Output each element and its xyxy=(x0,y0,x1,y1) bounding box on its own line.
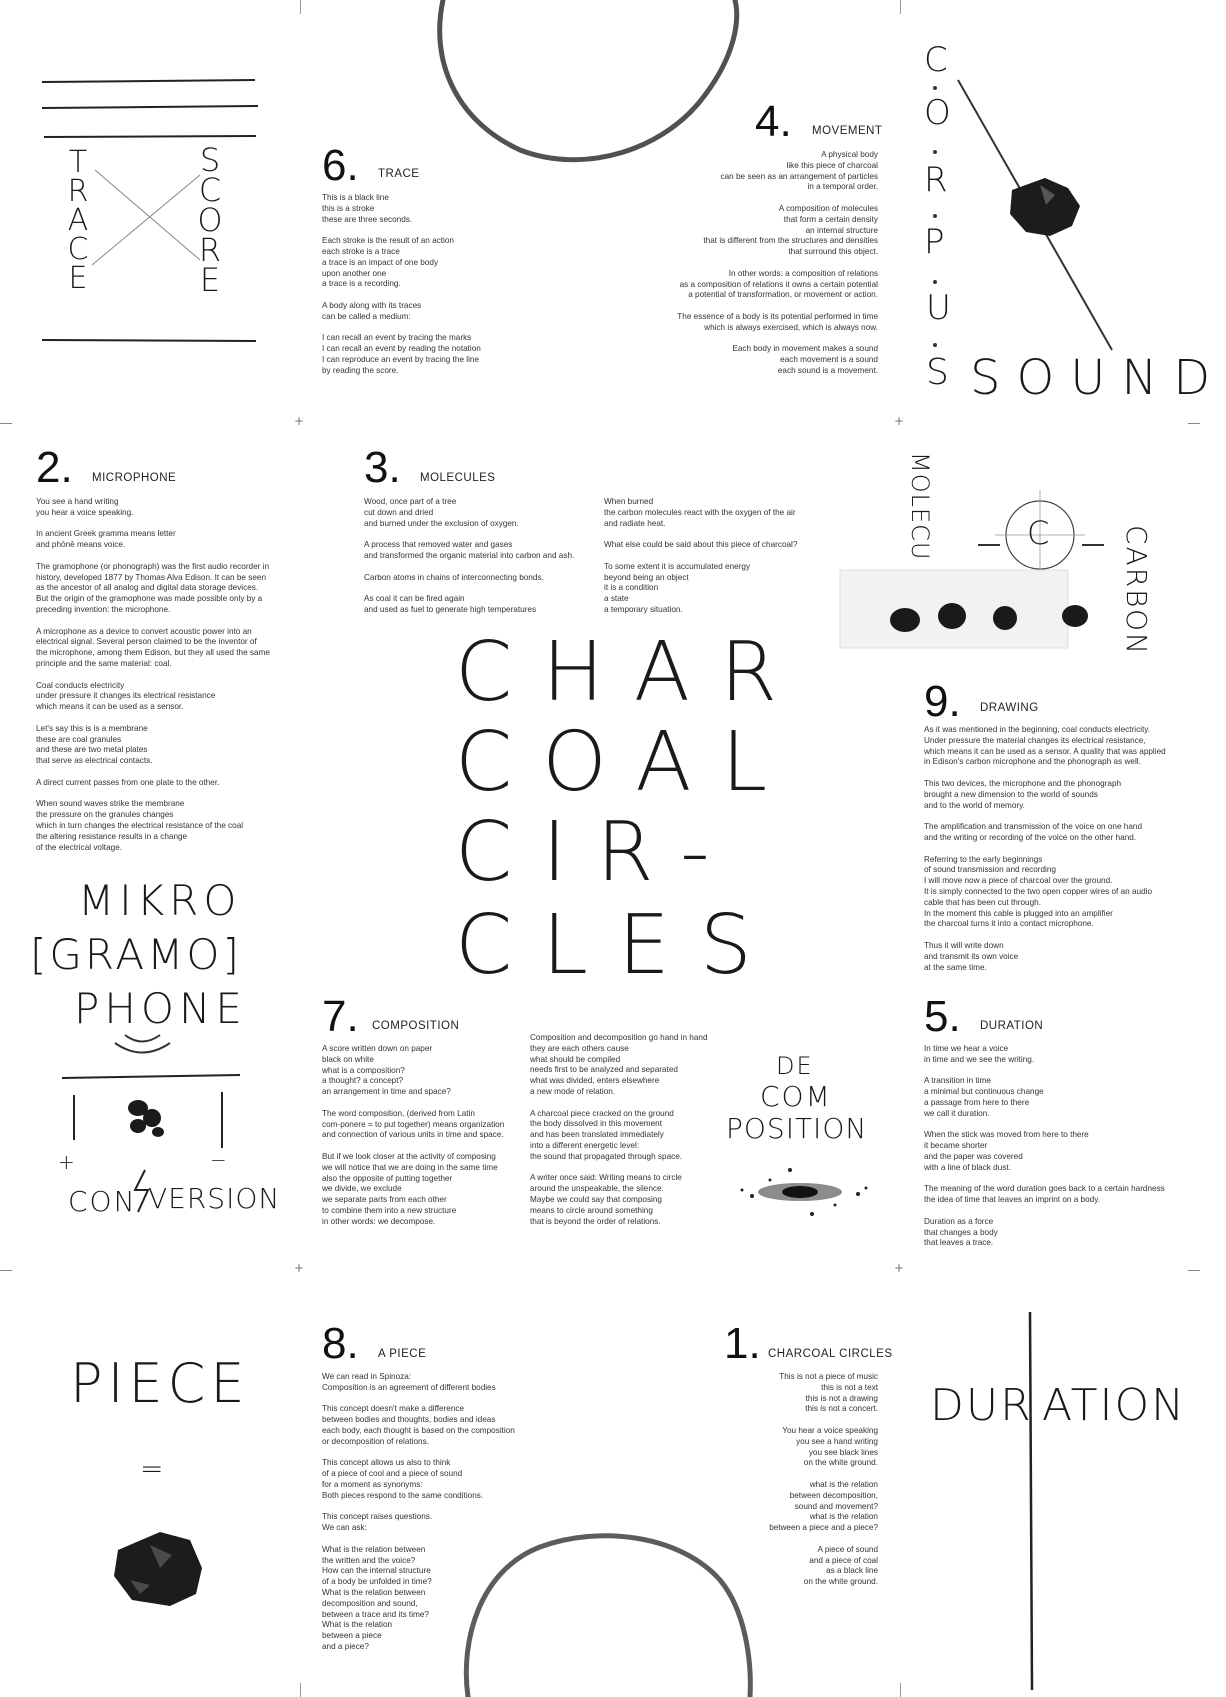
section-2-paragraph: You see a hand writing you hear a voice speaking. xyxy=(36,497,134,517)
crop-cross-2: + xyxy=(894,414,905,428)
section-6-paragraph: A body along with its traces can be called a medium: xyxy=(322,300,422,321)
crop-cross-3: + xyxy=(294,1261,305,1275)
section-7-paragraph: The word composition, (derived from Latin com-ponere = to put together) means organization and connection of various units in time and space. xyxy=(322,1108,505,1140)
section-2-paragraph: A microphone as a device to convert acoustic power into an electrical signal. Several person claimed to be the inventor of the microphone, among them Edison, but they all used the same principle and the same material: coal. xyxy=(36,626,270,668)
section-4-title: MOVEMENT xyxy=(812,125,883,137)
section-5-number: 5. xyxy=(924,992,961,1041)
section-1-number: 1. xyxy=(724,1319,761,1368)
section-7-number: 7. xyxy=(322,992,359,1041)
c-letter: C xyxy=(1027,514,1050,552)
section-2-paragraph: The gramophone (or phonograph) was the first audio recorder in history, developed 1877 by Thomas Alva Edison. It can be seen as the ancestor of all analog and digital data storage devices. But the origin of the gramophone was made possible only by a preceding invention: the microphone. xyxy=(36,561,270,614)
section-3-paragraph: When burned the carbon molecules react with the oxygen of the air and radiate heat. xyxy=(604,497,796,528)
section-4-paragraph: Each body in movement makes a sound each movement is a sound each sound is a movement. xyxy=(732,344,878,375)
mikro-line: [GRAMO] xyxy=(30,930,242,979)
conversion-word-1: CON xyxy=(68,1185,137,1218)
trace-word: TRACE xyxy=(67,145,91,296)
section-4-paragraph: In other words: a composition of relations as a composition of relations it owns a certain potential a potential of transformation, or movement or action. xyxy=(679,268,878,300)
section-4-paragraph: A composition of molecules that form a certain density an internal structure that is different from the structures and densities that surround this object. xyxy=(703,203,878,257)
section-6-paragraph: This is a black line this is a stroke these are three seconds. xyxy=(322,193,413,224)
section-3-paragraph: As coal it can be fired again and used as fuel to generate high temperatures xyxy=(364,594,537,614)
section-5-paragraph: The meaning of the word duration goes back to a certain hardness the idea of time that leaves an imprint on a body. xyxy=(924,1184,1165,1205)
section-2-number: 2. xyxy=(36,443,73,492)
section-9-number: 9. xyxy=(924,677,961,726)
section-6-title: TRACE xyxy=(378,168,420,180)
carbon-word: CARBON xyxy=(1120,525,1153,656)
section-1-title: CHARCOAL CIRCLES xyxy=(768,1348,893,1360)
corpus-letter: S xyxy=(926,352,951,393)
corpus-letter: U xyxy=(926,288,953,328)
section-3-paragraph: Carbon atoms in chains of interconnecting bonds. xyxy=(364,572,544,582)
section-6-paragraph: I can recall an event by tracing the marks I can recall an event by reading the notation I can reproduce an event by tracing the line by reading the score. xyxy=(322,333,481,375)
section-8-number: 8. xyxy=(322,1319,359,1368)
section-8-paragraph: What is the relation between the written and the voice? How can the internal structure of a body be unfolded in time? What is the relation between decomposition and sound, between a trace and its time? What is the relation between a piece and a piece? xyxy=(322,1544,432,1651)
section-6-paragraph: Each stroke is the result of an action each stroke is a trace a trace is an impact of one body upon another one a trace is a recording. xyxy=(322,236,454,289)
section-5-paragraph: Duration as a force that changes a body that leaves a trace. xyxy=(924,1216,998,1248)
section-8-paragraph: This concept raises questions. We can ask: xyxy=(322,1512,433,1533)
decomposition-line: POSITION xyxy=(726,1112,868,1145)
section-3-number: 3. xyxy=(364,443,401,492)
conversion-word-2: VERSION xyxy=(148,1182,281,1215)
piece-word: PIECE xyxy=(70,1352,250,1415)
mikro-line: PHONE xyxy=(74,984,247,1033)
charcoal-title-line: CIR- xyxy=(455,805,740,900)
molecu-word: MOLECU xyxy=(906,452,934,561)
section-7-paragraph: A score written down on paper black on white what is a composition? a thought? a concept? an arrangement in time and space? xyxy=(322,1044,451,1097)
section-5-paragraph: In time we hear a voice in time and we see the writing. xyxy=(924,1044,1035,1064)
crop-cross-4: + xyxy=(894,1261,905,1275)
section-1-paragraph: what is the relation between decomposition, sound and movement? what is the relation between a piece and a piece? xyxy=(769,1479,878,1533)
charcoal-title-line: COAL xyxy=(455,715,798,810)
section-9-paragraph: Thus it will write down and transmit its own voice at the same time. xyxy=(924,940,1019,972)
section-2-title: MICROPHONE xyxy=(92,472,177,484)
charcoal-title-line: CHAR xyxy=(455,625,807,720)
section-9-paragraph: This two devices, the microphone and the phonograph brought a new dimension to the world of sounds and to the world of memory. xyxy=(924,778,1122,810)
equals-sign: = xyxy=(140,1452,166,1485)
section-8-paragraph: This concept allows us also to think of a piece of cool and a piece of sound for a moment as synonyms: Both pieces respond to the same conditions. xyxy=(322,1458,484,1500)
section-9-paragraph: The amplification and transmission of the voice on one hand and the writing or recording of the voice on the other hand. xyxy=(924,822,1143,842)
section-7-paragraph: A charcoal piece cracked on the ground the body dissolved in this movement and has been translated immediately into a different energetic level: the sound that propagated through space. xyxy=(530,1108,683,1161)
section-7-paragraph: A writer once said: Writing means to circle around the unspeakable, the silence. Maybe we could say that composing means to circle around something that is beyond the order of relations. xyxy=(530,1173,682,1226)
section-4-paragraph: The essence of a body is its potential performed in time which is always exercised, which is always now. xyxy=(677,311,878,332)
section-7-paragraph: Composition and decomposition go hand in hand they are each others cause what should be compiled needs first to be analyzed and separated what was divided, enters elsewhere a new mode of relation. xyxy=(530,1033,708,1096)
duration-word-1: DUR xyxy=(930,1380,1033,1431)
corpus-letter: O xyxy=(924,93,953,133)
section-3-paragraph: Wood, once part of a tree cut down and dried and burned under the exclusion of oxygen. xyxy=(364,497,519,528)
corpus-letter: C xyxy=(924,40,950,80)
section-5-paragraph: A transition in time a minimal but continuous change a passage from here to there we call it duration. xyxy=(924,1076,1044,1118)
section-2-paragraph: In ancient Greek gramma means letter and phōnē means voice. xyxy=(36,529,176,550)
section-7-paragraph: But if we look closer at the activity of composing we will notice that we are doing in the same time also the opposite of putting together we divide, we exclude we separate parts from each other to combine them into a new structure in other words: we decompose. xyxy=(322,1151,498,1226)
duration-word-2: ATION xyxy=(1042,1380,1187,1431)
decomposition-line: DE xyxy=(776,1052,814,1080)
section-3-paragraph: To some extent it is accumulated energy beyond being an object it is a condition a state a temporary situation. xyxy=(604,561,751,614)
section-2-paragraph: Let's say this is is a membrane these are coal granules and these are two metal plates that serve as electrical contacts. xyxy=(36,723,153,766)
crop-cross-1: + xyxy=(294,414,305,428)
section-8-title: A PIECE xyxy=(378,1348,427,1360)
section-1-paragraph: This is not a piece of music this is not a text this is not a drawing this is not a concert. xyxy=(779,1372,878,1414)
section-5-paragraph: When the stick was moved from here to there it became shorter and the paper was covered with a line of black dust. xyxy=(924,1130,1089,1172)
score-word: SCORE xyxy=(197,141,225,299)
section-4-number: 4. xyxy=(755,97,792,146)
corpus-letter: P xyxy=(924,222,947,262)
section-9-title: DRAWING xyxy=(980,702,1039,714)
section-1-paragraph: A piece of sound and a piece of coal as a black line on the white ground. xyxy=(803,1544,878,1587)
section-2-paragraph: Coal conducts electricity under pressure it changes its electrical resistance which means it can be used as a sensor. xyxy=(36,680,216,712)
section-6-number: 6. xyxy=(322,141,359,190)
minus-sign: − xyxy=(210,1148,229,1172)
charcoal-title-line: CLES xyxy=(455,898,782,993)
section-5-title: DURATION xyxy=(980,1020,1044,1032)
section-9-paragraph: As it was mentioned in the beginning, coal conducts electricity. Under pressure the material changes its electrical resistance, which means it can be used as a sensor. A quality that was applied in Edison's carbon microphone and the phonograph as well. xyxy=(924,725,1166,767)
section-8-paragraph: This concept doesn't make a difference between bodies and thoughts, bodies and ideas each body, each thought is based on the composition or decomposition of relations. xyxy=(322,1404,515,1446)
section-4-paragraph: A physical body like this piece of charcoal can be seen as an arrangement of particles in a temporal order. xyxy=(720,150,878,192)
section-2-paragraph: A direct current passes from one plate to the other. xyxy=(36,777,220,787)
decomposition-line: COM xyxy=(760,1080,832,1113)
section-9-paragraph: Referring to the early beginnings of sound transmission and recording I will move now a piece of charcoal over the ground. It is simply connected to the two open copper wires of an audio cable that has been cut through. In the moment this cable is plugged into an amplifier the charcoal turns it into a contact microphone. xyxy=(924,854,1153,929)
section-1-paragraph: You hear a voice speaking you see a hand writing you see black lines on the white ground. xyxy=(782,1425,878,1468)
sound-word: SOUND xyxy=(970,350,1226,406)
section-8-paragraph: We can read in Spinoza: Composition is an agreement of different bodies xyxy=(322,1372,496,1392)
section-3-paragraph: A process that removed water and gases and transformed the organic material into carbon and ash. xyxy=(364,540,575,560)
section-7-title: COMPOSITION xyxy=(372,1020,460,1032)
section-3-paragraph: What else could be said about this piece of charcoal? xyxy=(604,540,798,550)
section-2-paragraph: When sound waves strike the membrane the pressure on the granules changes which in turn changes the electrical resistance of the coal the altering resistance results in a change of the electrical voltage. xyxy=(36,799,244,852)
mikro-line: MIKRO xyxy=(78,876,242,925)
plus-sign: + xyxy=(58,1150,77,1174)
corpus-letter: R xyxy=(924,160,950,200)
section-3-title: MOLECULES xyxy=(420,472,496,484)
